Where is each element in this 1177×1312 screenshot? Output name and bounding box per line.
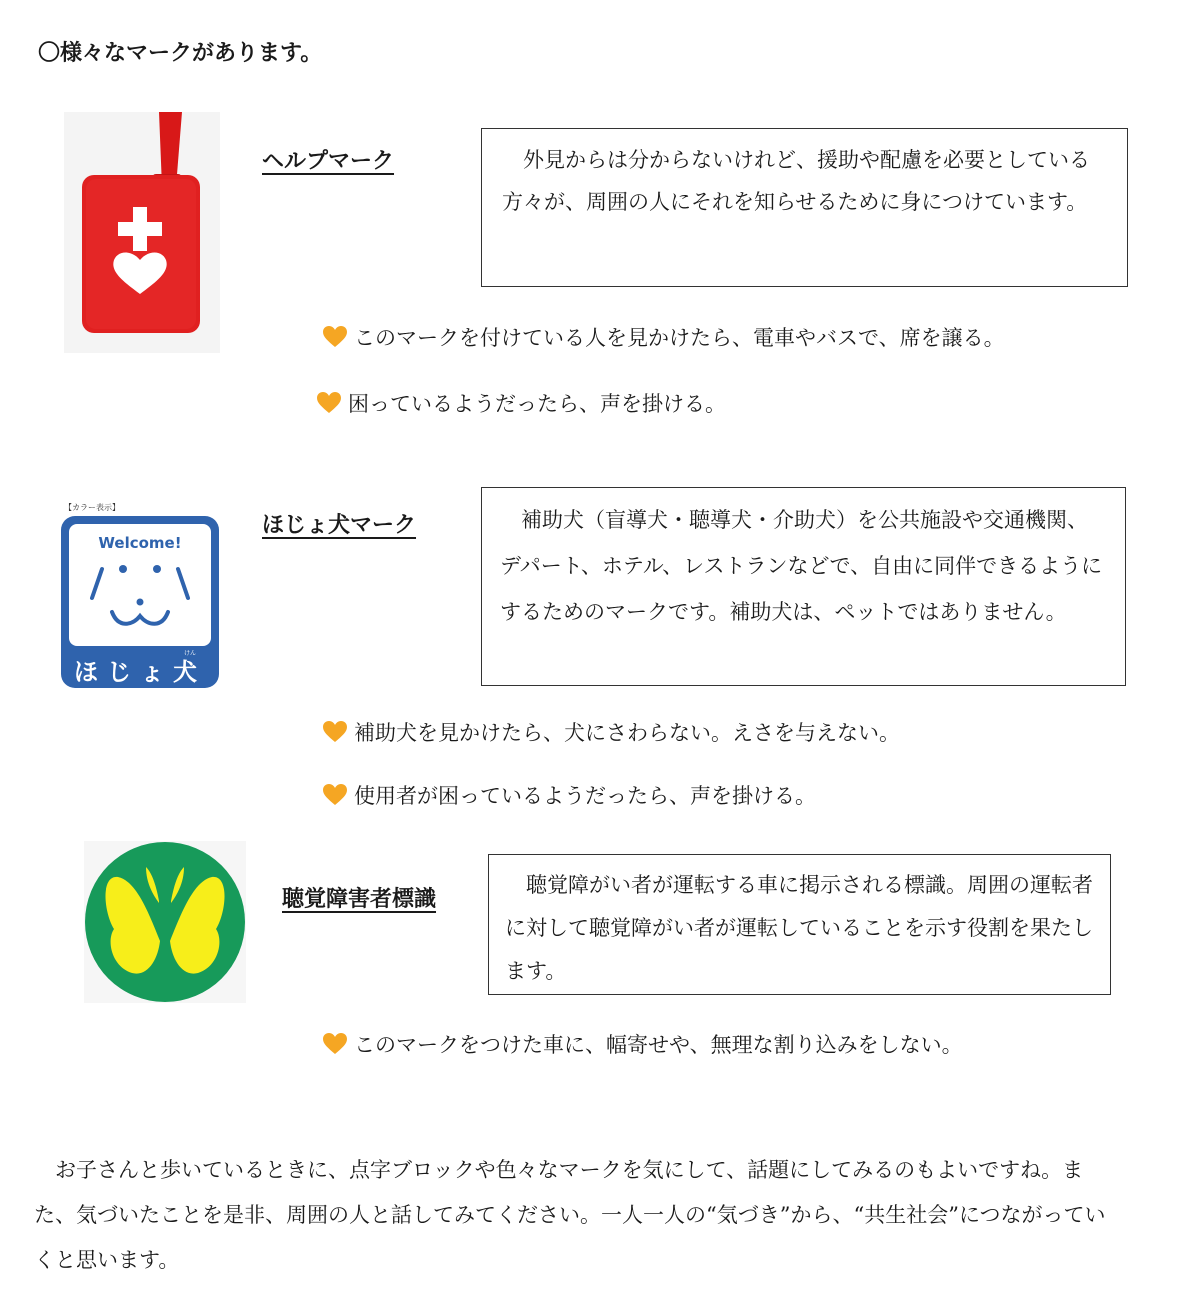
help-mark-image (64, 112, 220, 353)
help-mark-action-2 (316, 388, 726, 418)
help-mark-description-box (481, 128, 1128, 287)
closing-paragraph (34, 1148, 1124, 1283)
hearing-mark-description: 聴覚障がい者が運転する車に掲示される標識。周囲の運転者に対して聴覚障がい者が運転していることを示す役割を果たします。 (505, 873, 1093, 983)
hearing-mark-description-box (488, 854, 1111, 995)
heart-bullet-icon (316, 391, 342, 415)
hojo-mark-description: 補助犬（盲導犬・聴導犬・介助犬）を公共施設や交通機関、デパート、ホテル、レストランなどで、自由に同伴できるようにするためのマークです。補助犬は、ペットではありません。 (500, 508, 1103, 624)
hojo-mark-description-box (481, 487, 1126, 686)
help-mark-description: 外見からは分からないけれど、援助や配慮を必要としている方々が、周囲の人にそれを知らせるために身につけています。 (502, 148, 1090, 214)
hearing-impaired-butterfly-icon (84, 841, 246, 1003)
hojo-mark-action-1-text: 補助犬を見かけたら、犬にさわらない。えさを与えない。 (354, 721, 900, 745)
hojo-dog-mark-image (58, 502, 222, 692)
hojo-mark-title: ほじょ犬マーク (262, 513, 417, 538)
help-mark-title: ヘルプマーク (262, 149, 395, 174)
help-mark-tag-icon (64, 112, 220, 353)
heart-bullet-icon (322, 1032, 348, 1056)
hojo-mark-welcome: Welcome! (98, 534, 182, 552)
hojo-mark-ruby: けん (184, 650, 197, 657)
page-heading: 〇様々なマークがあります。 (38, 41, 323, 66)
hojo-mark-action-2-text: 使用者が困っているようだったら、声を掛ける。 (354, 784, 816, 808)
heart-bullet-icon (322, 720, 348, 744)
heart-bullet-icon (322, 783, 348, 807)
help-mark-action-1 (322, 322, 1005, 352)
hearing-impaired-mark-image (84, 841, 246, 1003)
hojo-mark-action-2 (322, 780, 816, 810)
hojo-mark-label: ほじょ犬 (74, 658, 206, 686)
help-mark-action-1-text: このマークを付けている人を見かけたら、電車やバスで、席を譲る。 (354, 326, 1005, 350)
hojo-mark-caption: 【カラー表示】 (64, 503, 120, 512)
heart-bullet-icon (322, 325, 348, 349)
help-mark-action-2-text: 困っているようだったら、声を掛ける。 (348, 392, 726, 416)
closing-text: お子さんと歩いているときに、点字ブロックや色々なマークを気にして、話題にしてみるのもよいですね。また、気づいたことを是非、周囲の人と話してみてください。一人一人の“気づき”から、“共生社会”につながっていくと思います。 (34, 1158, 1106, 1272)
hearing-mark-title: 聴覚障害者標識 (282, 887, 437, 912)
hojo-mark-action-1 (322, 717, 900, 747)
hearing-mark-action-1 (322, 1029, 963, 1059)
hearing-mark-action-1-text: このマークをつけた車に、幅寄せや、無理な割り込みをしない。 (354, 1033, 963, 1057)
